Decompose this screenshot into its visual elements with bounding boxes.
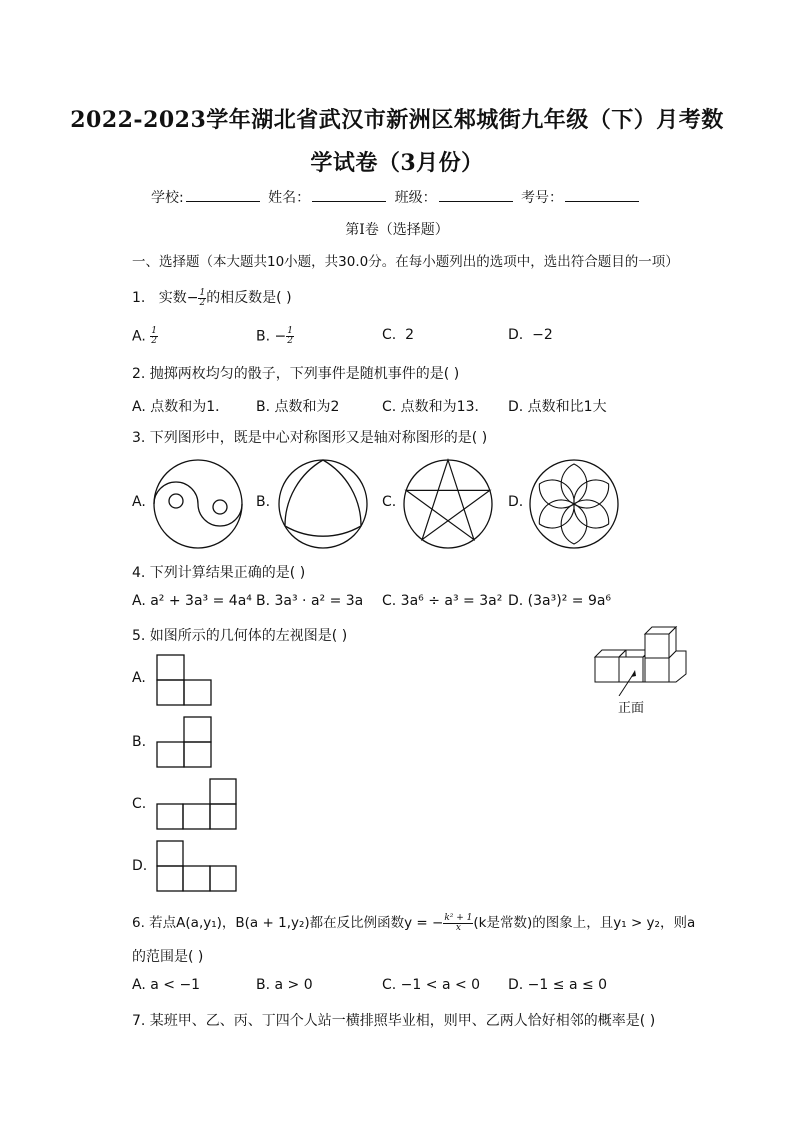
section-instruction: 一、选择题（本大题共10小题，共30.0分。在每小题列出的选项中，选出符合题目的一项）	[132, 254, 679, 270]
class-blank	[439, 189, 513, 202]
q2-option-c[interactable]: C. 点数和为13．	[382, 399, 489, 415]
school-label: 学校:	[150, 190, 184, 206]
q5-option-d-figure	[156, 840, 240, 892]
exam-title-line1: 2022-2023学年湖北省武汉市新洲区邾城街九年级（下）月考数	[70, 107, 724, 133]
question-3: 3. 下列图形中，既是中心对称图形又是轴对称图形的是( )	[132, 430, 488, 446]
q6-text-b: (k是常数)的图象上，且y₁ > y₂，则a	[473, 915, 696, 931]
q4-option-d[interactable]: D. (3a³)² = 9a⁶	[508, 593, 612, 609]
q6-fraction: $\frac{\text{k² + 1}}{x}$	[444, 912, 473, 933]
six-petal-flower-figure	[528, 458, 620, 550]
q2-option-d[interactable]: D. 点数和比1大	[508, 399, 607, 415]
q6-option-a[interactable]: A. a < −1	[132, 977, 201, 993]
yin-yang-figure	[152, 458, 244, 550]
student-info-row	[0, 187, 794, 207]
reuleaux-triangle-figure	[277, 458, 369, 550]
question-6-line2: 的范围是( )	[132, 949, 204, 965]
q1-option-b[interactable]: B. − $\frac{1}{2}$	[256, 326, 293, 346]
q4-option-a[interactable]: A. a² + 3a³ = 4a⁴	[132, 593, 252, 609]
cube-solid-figure	[592, 626, 692, 696]
exam-no-blank	[565, 189, 639, 202]
question-2: 2. 抛掷两枚均匀的骰子，下列事件是随机事件的是( )	[132, 366, 460, 382]
q1-option-a[interactable]: A. $\frac{1}{2}$	[132, 326, 157, 346]
q4-option-c[interactable]: C. 3a⁶ ÷ a³ = 3a²	[382, 593, 503, 609]
q1-pre: 实数−	[158, 290, 199, 306]
pentagram-figure	[402, 458, 494, 550]
q3-option-c-label[interactable]: C.	[382, 494, 397, 510]
q1-fraction: $\frac{1}{2}$	[199, 287, 206, 308]
q5-option-a-figure	[156, 654, 214, 706]
q1-number: 1.	[132, 290, 146, 306]
q1-option-d[interactable]: D. −2	[508, 327, 553, 343]
question-7: 7. 某班甲、乙、丙、丁四个人站一横排照毕业相，则甲、乙两人恰好相邻的概率是( )	[132, 1013, 656, 1029]
name-blank	[312, 189, 386, 202]
q5-option-c-figure	[156, 778, 240, 830]
q5-option-b-label[interactable]: B.	[132, 734, 147, 750]
q5-option-a-label[interactable]: A.	[132, 670, 146, 686]
q5-option-b-figure	[156, 716, 214, 768]
q2-option-a[interactable]: A. 点数和为1．	[132, 399, 230, 415]
q6-option-c[interactable]: C. −1 < a < 0	[382, 977, 481, 993]
q6-option-d[interactable]: D. −1 ≤ a ≤ 0	[508, 977, 608, 993]
q1-option-c[interactable]: C. 2	[382, 327, 415, 343]
q3-option-d-label[interactable]: D.	[508, 494, 524, 510]
exam-no-label: 考号：	[521, 190, 564, 206]
question-6	[132, 911, 695, 933]
name-label: 姓名：	[268, 190, 311, 206]
q3-option-a-label[interactable]: A.	[132, 494, 146, 510]
q6-text-a: 6. 若点A(a,y₁)，B(a + 1,y₂)都在反比例函数y = −	[132, 915, 444, 931]
question-4: 4. 下列计算结果正确的是( )	[132, 565, 306, 581]
school-blank	[186, 189, 260, 202]
class-label: 班级：	[394, 190, 437, 206]
question-5: 5. 如图所示的几何体的左视图是( )	[132, 628, 348, 644]
q3-option-b-label[interactable]: B.	[256, 494, 271, 510]
q6-option-b[interactable]: B. a > 0	[256, 977, 313, 993]
exam-title-line2: 学试卷（3月份）	[310, 150, 484, 176]
front-view-label: 正面	[618, 701, 645, 716]
section-title: 第I卷（选择题）	[345, 222, 449, 238]
q5-option-c-label[interactable]: C.	[132, 796, 147, 812]
q5-option-d-label[interactable]: D.	[132, 858, 148, 874]
q1-post: 的相反数是( )	[206, 290, 292, 306]
q2-option-b[interactable]: B. 点数和为2	[256, 399, 340, 415]
question-1	[132, 287, 292, 308]
q4-option-b[interactable]: B. 3a³ · a² = 3a	[256, 593, 364, 609]
